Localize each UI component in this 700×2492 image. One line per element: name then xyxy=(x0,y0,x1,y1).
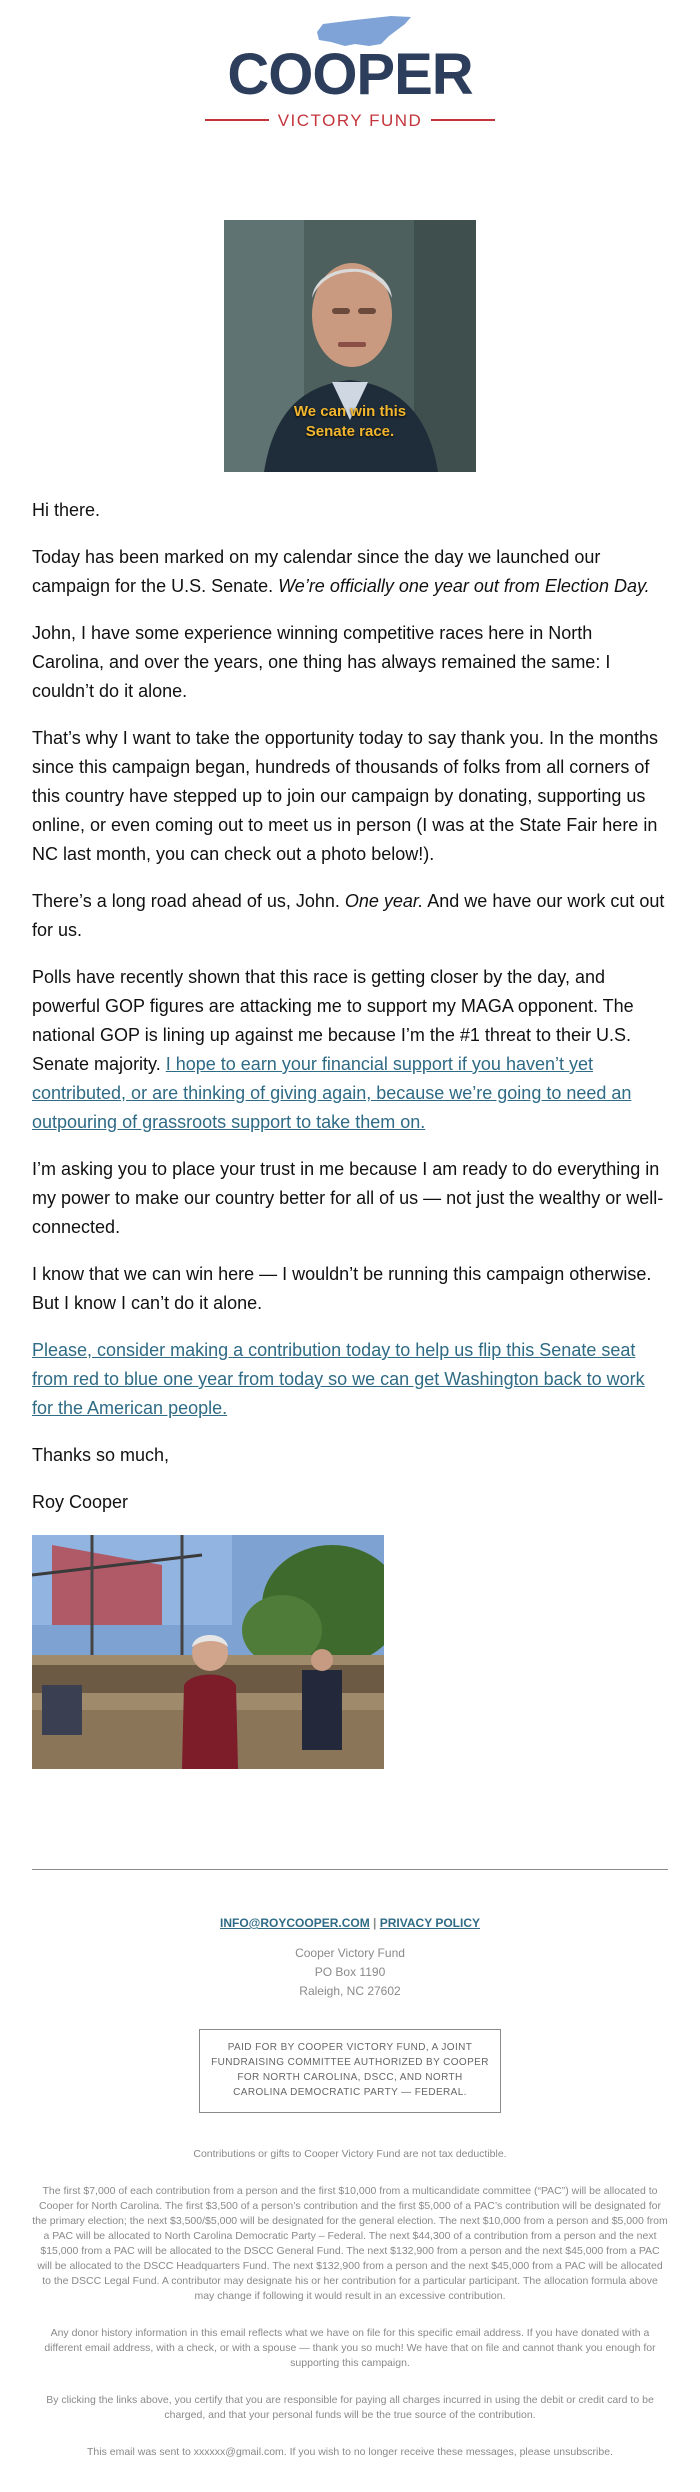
donate-link-support[interactable]: I hope to earn your financial support if you haven’t yet contributed, or are thinking of giving again, because we’re going to need an outpouring of grassroots support to take them on. xyxy=(32,1054,632,1132)
footer-links xyxy=(0,1916,700,1930)
hero-caption xyxy=(224,402,476,442)
cooper-logo xyxy=(205,14,495,134)
address-city: Raleigh, NC 27602 xyxy=(299,1984,401,1998)
paragraph-5-text: Polls have recently shown that this race is getting closer by the day, and powerful GOP figures are attacking me to support my MAGA opponent. The national GOP is lining up against me because I’m the #1 threat to their U.S. Senate majority. xyxy=(32,967,634,1074)
letter-body xyxy=(0,496,700,1769)
paragraph-5 xyxy=(32,963,668,1137)
paragraph-4-text: There’s a long road ahead of us, John. xyxy=(32,891,345,911)
state-fair-scene xyxy=(32,1535,384,1769)
paid-for-by-disclaimer: PAID FOR BY COOPER VICTORY FUND, A JOINT FUNDRAISING COMMITTEE AUTHORIZED BY COOPER FOR NORTH CAROLINA, DSCC, AND NORTH CAROLINA DEMOCRATIC PARTY — FEDERAL. xyxy=(199,2029,501,2113)
address-org: Cooper Victory Fund xyxy=(295,1946,405,1960)
paragraph-7: I know that we can win here — I wouldn’t be running this campaign otherwise. But I know I can’t do it alone. xyxy=(32,1264,652,1313)
paragraph-3: That’s why I want to take the opportunity today to say thank you. In the months since this campaign began, hundreds of thousands of folks from all corners of this country have stepped up to join our campaign by donating, supporting us online, or even coming out to meet us in person (I was at the State Fair here in NC last month, you can check out a photo below!). xyxy=(32,728,659,864)
paragraph-4-emphasis: One year. xyxy=(344,891,424,911)
paragraph-2: John, I have some experience winning competitive races here in North Carolina, and over the years, one thing has always remained the same: I couldn’t do it alone. xyxy=(32,623,611,701)
donate-link-contribution[interactable]: Please, consider making a contribution today to help us flip this Senate seat from red to blue one year from today so we can get Washington back to work for the American people. xyxy=(32,1340,645,1418)
donor-history-note: Any donor history information in this email reflects what we have on file for this specific email address. If you have donated with a different email address, with a check, or with a spouse — thank you so much! We have that on file and cannot thank you enough for supporting this campaign. xyxy=(44,2327,656,2369)
logo-subtitle: VICTORY FUND xyxy=(277,111,423,130)
paragraph-1-text: Today has been marked on my calendar since the day we launched our campaign for the U.S. Senate. xyxy=(32,547,601,596)
hero-video-image[interactable] xyxy=(224,220,476,472)
signature: Roy Cooper xyxy=(32,1492,129,1512)
privacy-policy-link[interactable]: PRIVACY POLICY xyxy=(379,1916,480,1930)
footer xyxy=(0,1916,700,2460)
hero-caption-line-1: We can win this xyxy=(293,403,407,420)
sent-to-note: This email was sent to xxxxxx@gmail.com. If you wish to no longer receive these messages, please unsubscribe. xyxy=(87,2446,613,2458)
email-contact-link[interactable]: INFO@ROYCOOPER.COM xyxy=(219,1916,370,1930)
header-logo[interactable] xyxy=(0,0,700,154)
paragraph-6: I’m asking you to place your trust in me because I am ready to do everything in my power to make our country better for all of us — not just the wealthy or well-connected. xyxy=(32,1159,664,1237)
paragraph-4-text-end: And we have our work cut out for us. xyxy=(32,891,665,940)
paragraph-4 xyxy=(32,887,668,945)
closing: Thanks so much, xyxy=(32,1445,170,1465)
certification-note: By clicking the links above, you certify that you are responsible for paying all charges incurred in using the debit or credit card to be charged, and that your personal funds will be the true source of the contribution. xyxy=(46,2394,654,2421)
footer-divider xyxy=(32,1869,668,1870)
tax-note: Contributions or gifts to Cooper Victory Fund are not tax deductible. xyxy=(193,2148,507,2160)
state-fair-photo[interactable] xyxy=(32,1535,384,1769)
allocation-disclosure: The first $7,000 of each contribution from a person and the first $10,000 from a multicandidate committee (“PAC”) will be allocated to Cooper for North Carolina. The first $3,500 of a person’s contribution and the first $5,000 of a PAC’s contribution will be designated for the primary election; the next $3,500/$5,000 will be designated for the general election. The next $10,000 from a person and $5,000 from a PAC will be allocated to North Carolina Democratic Party – Federal. The next $44,300 of a contribution from a person and the next $15,000 from a PAC will be allocated to the DSCC General Fund. The next $132,900 from a person and the next $45,000 from a PAC will be allocated to the DSCC Headquarters Fund. The next $132,900 from a person and the next $45,000 from a PAC will be allocated to the DSCC Legal Fund. A contributor may designate his or her contribution for a particular participant. The allocation formula above may change if following it would result in an excessive contribution. xyxy=(32,2185,668,2302)
greeting: Hi there. xyxy=(32,500,101,520)
hero-caption-line-2: Senate race. xyxy=(305,423,395,440)
paragraph-8 xyxy=(32,1336,668,1423)
logo-wordmark: COOPER xyxy=(227,42,473,107)
footer-link-separator: | xyxy=(373,1916,377,1930)
paragraph-1-emphasis: We’re officially one year out from Election Day. xyxy=(278,576,650,596)
address-pobox: PO Box 1190 xyxy=(314,1965,386,1979)
paragraph-1 xyxy=(32,543,668,601)
mailing-address xyxy=(0,1944,700,2001)
